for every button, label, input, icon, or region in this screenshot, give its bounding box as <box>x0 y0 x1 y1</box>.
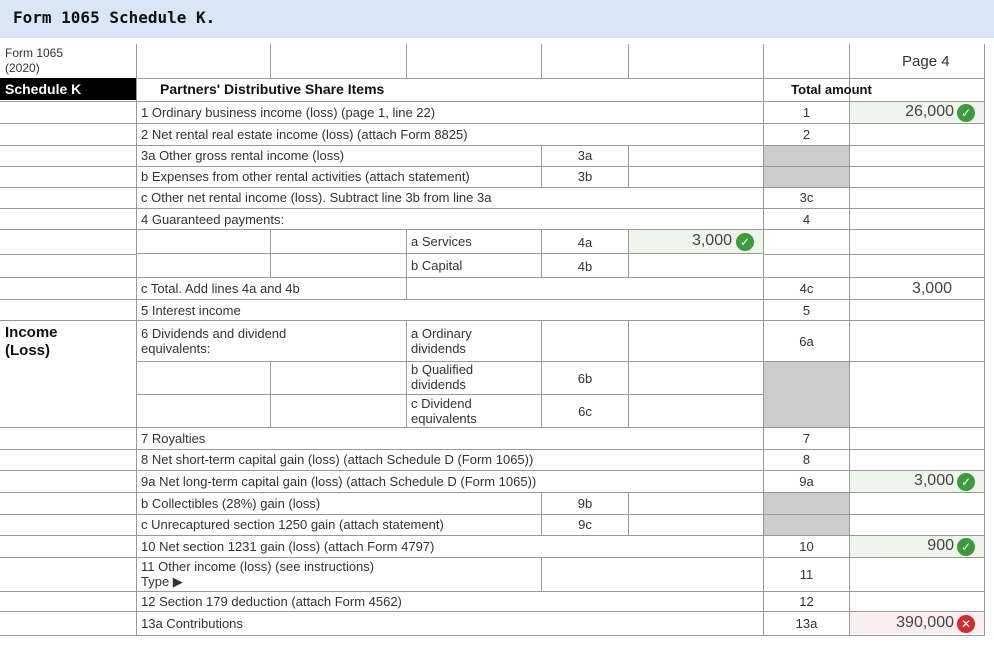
check-circle-icon: ✓ <box>957 538 975 556</box>
amount-field-9a[interactable]: 3,000 <box>913 472 954 489</box>
line-9a-num: 9a <box>799 474 814 489</box>
input-11-type[interactable] <box>542 558 763 591</box>
amount-field-8[interactable] <box>850 450 984 470</box>
amount-field-10[interactable]: 900 <box>927 537 954 554</box>
line-5-desc: 5 Interest income <box>141 303 241 318</box>
line-4c-desc: c Total. Add lines 4a and 4b <box>141 281 300 296</box>
line-13a-num: 13a <box>795 616 818 631</box>
line-9b-desc: b Collectibles (28%) gain (loss) <box>141 496 321 511</box>
line-9c-desc: c Unrecaptured section 1250 gain (attach statement) <box>141 517 444 532</box>
line-3c-num: 3c <box>799 190 814 205</box>
input-3b[interactable] <box>629 167 763 187</box>
line-10-desc: 10 Net section 1231 gain (loss) (attach Form 4797) <box>141 539 435 554</box>
line-4-num: 4 <box>802 212 811 227</box>
check-circle-icon: ✓ <box>957 473 975 491</box>
line-11-type-label: Type ▶ <box>141 574 183 589</box>
amount-field-11[interactable] <box>850 558 984 591</box>
line-7-desc: 7 Royalties <box>141 431 206 446</box>
amount-field-4a[interactable]: 3,000 <box>691 232 732 249</box>
amount-field-4c[interactable]: 3,000 <box>911 280 952 297</box>
line-4b-sub: 4b <box>577 259 593 274</box>
line-6a-desc: a Ordinary dividends <box>411 326 472 356</box>
line-3a-desc: 3a Other gross rental income (loss) <box>141 148 345 163</box>
amount-field-6a[interactable] <box>850 321 984 361</box>
schedule-k-label: Schedule K <box>0 78 136 100</box>
line-11-num: 11 <box>799 567 814 582</box>
amount-field-2[interactable] <box>850 124 984 145</box>
input-4b[interactable] <box>629 254 763 277</box>
line-8-desc: 8 Net short-term capital gain (loss) (attach Schedule D (Form 1065)) <box>141 452 534 467</box>
line-12-desc: 12 Section 179 deduction (attach Form 4562) <box>141 594 402 609</box>
line-6c-sub: 6c <box>578 404 592 419</box>
line-5-num: 5 <box>802 303 811 318</box>
line-9a-desc: 9a Net long-term capital gain (loss) (attach Schedule D (Form 1065)) <box>141 474 537 489</box>
amount-field-4[interactable] <box>850 209 984 229</box>
schedule-k-form <box>0 44 994 646</box>
line-6-desc: 6 Dividends and dividend equivalents: <box>141 326 287 356</box>
line-2-num: 2 <box>802 127 811 142</box>
input-9c[interactable] <box>629 515 763 535</box>
page-number: Page 4 <box>902 53 950 70</box>
line-3a-sub: 3a <box>577 148 593 163</box>
line-9b-sub: 9b <box>577 496 593 511</box>
line-6a-num: 6a <box>799 334 814 349</box>
line-10-num: 10 <box>799 539 814 554</box>
line-3c-desc: c Other net rental income (loss). Subtract line 3b from line 3a <box>141 190 492 205</box>
input-9b[interactable] <box>629 493 763 514</box>
x-circle-icon: ✕ <box>957 615 975 633</box>
line-4c-num: 4c <box>799 281 814 296</box>
line-8-num: 8 <box>802 452 811 467</box>
line-4b-desc: b Capital <box>411 258 463 273</box>
page-title: Form 1065 Schedule K. <box>13 8 216 27</box>
form-label: Form 1065 <box>5 46 64 60</box>
line-6c-desc: c Dividend equivalents <box>411 396 477 426</box>
input-3a[interactable] <box>629 146 763 166</box>
line-3b-desc: b Expenses from other rental activities (attach statement) <box>141 169 470 184</box>
amount-field-13a[interactable]: 390,000 <box>896 614 954 631</box>
input-6c[interactable] <box>629 395 763 427</box>
section-title: Partners' Distributive Share Items <box>160 81 385 97</box>
line-4a-sub: 4a <box>577 235 593 250</box>
line-12-num: 12 <box>799 594 814 609</box>
line-4-desc: 4 Guaranteed payments: <box>141 212 285 227</box>
amount-field-1[interactable]: 26,000 <box>905 103 954 120</box>
input-6b[interactable] <box>629 362 763 394</box>
amount-field-7[interactable] <box>850 428 984 449</box>
form-year: (2020) <box>5 61 40 75</box>
line-7-num: 7 <box>802 431 811 446</box>
line-6b-desc: b Qualified dividends <box>411 362 474 392</box>
line-3b-sub: 3b <box>577 169 593 184</box>
section-label-income: Income <box>5 324 58 341</box>
section-label-loss: (Loss) <box>5 342 50 359</box>
amount-field-5[interactable] <box>850 300 984 320</box>
title-bar <box>0 0 994 38</box>
line-13a-desc: 13a Contributions <box>141 616 243 631</box>
check-circle-icon: ✓ <box>957 104 975 122</box>
line-9c-sub: 9c <box>578 517 592 532</box>
check-circle-icon: ✓ <box>736 233 754 251</box>
line-2-desc: 2 Net rental real estate income (loss) (attach Form 8825) <box>141 127 468 142</box>
line-11-desc: 11 Other income (loss) (see instructions) <box>141 559 375 574</box>
line-1-num: 1 <box>802 105 811 120</box>
amount-field-12[interactable] <box>850 592 984 611</box>
line-4a-desc: a Services <box>411 234 472 249</box>
shaded-cell-6 <box>764 362 849 427</box>
line-1-desc: 1 Ordinary business income (loss) (page 1, line 22) <box>141 105 436 120</box>
amount-field-3c[interactable] <box>850 188 984 208</box>
line-6b-sub: 6b <box>577 371 593 386</box>
total-amount-header: Total amount <box>791 82 872 97</box>
